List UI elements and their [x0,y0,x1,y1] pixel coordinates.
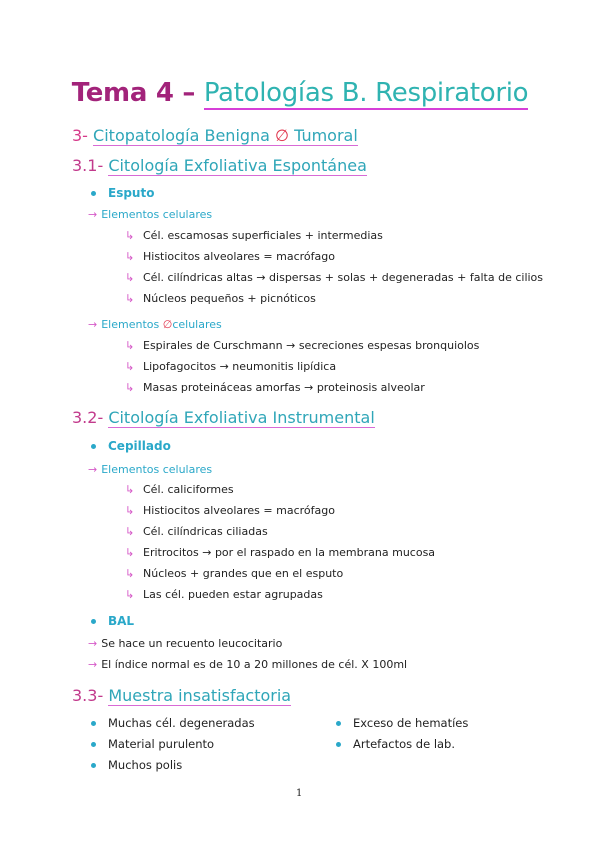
bullet-esputo: Esputo [91,186,154,200]
section-3-3-heading [72,686,291,705]
list-item: Muchos polis [91,758,182,772]
section-3-2-heading [72,408,375,427]
list-item: ↳ Cél. caliciformes [125,483,234,496]
bullet-dot-icon [336,742,341,747]
list-item: ↳ Espirales de Curschmann → secreciones espesas bronquiolos [125,339,480,352]
sub-arrow-icon: ↳ [125,271,135,284]
section-number: 3.1- [72,156,104,175]
section-3-title: Citopatología Benigna ∅ Tumoral [93,126,358,145]
sub-arrow-icon: ↳ [125,250,135,263]
list-item: Muchas cél. degeneradas [91,716,255,730]
arrow-right-icon: → [88,637,98,650]
bullet-dot-icon [91,763,96,768]
bullet-cepillado: Cepillado [91,439,171,453]
null-icon: ∅ [275,126,290,145]
page-number: 1 [296,788,303,799]
list-item: ↳ Cél. escamosas superficiales + intermedias [125,229,383,242]
section-3-1-heading [72,156,367,175]
sub-arrow-icon: ↳ [125,229,135,242]
sub-arrow-icon: ↳ [125,483,135,496]
title-part2: Patologías B. Respiratorio [203,78,529,108]
sub-arrow-icon: ↳ [125,588,135,601]
list-item: ↳ Lipofagocitos → neumonitis lipídica [125,360,337,373]
list-item: ↳ Núcleos pequeños + picnóticos [125,292,316,305]
arrow-right-icon: → [88,318,98,331]
title-part1: Tema 4 – [71,78,196,108]
bullet-dot-icon [91,721,96,726]
list-item: ↳ Cél. cilíndricas ciliadas [125,525,268,538]
sub-arrow-icon: ↳ [125,360,135,373]
arrow-right-icon: → [88,463,98,476]
sub-arrow-icon: ↳ [125,525,135,538]
bullet-bal: BAL [91,614,134,628]
section-3-1-title: Citología Exfoliativa Espontánea [108,156,367,175]
null-icon: ∅ [162,318,173,331]
bullet-dot-icon [91,444,96,449]
list-item: Exceso de hematíes [336,716,468,730]
arrow-right-icon: → [88,658,98,671]
arrow-line: → Se hace un recuento leucocitario [88,637,283,650]
arrow-line: → Elementos celulares [88,208,213,221]
sub-arrow-icon: ↳ [125,504,135,517]
bullet-dot-icon [336,721,341,726]
sub-arrow-icon: ↳ [125,546,135,559]
sub-arrow-icon: ↳ [125,339,135,352]
arrow-line: → Elementos ∅celulares [88,318,222,331]
list-item: ↳ Cél. cilíndricas altas → dispersas + solas + degeneradas + falta de cilios [125,271,544,284]
page-title [0,78,600,108]
section-3-3-title: Muestra insatisfactoria [108,686,292,705]
bullet-dot-icon [91,619,96,624]
arrow-line: → Elementos celulares [88,463,213,476]
sub-arrow-icon: ↳ [125,567,135,580]
sub-arrow-icon: ↳ [125,381,135,394]
section-number: 3.2- [72,408,104,427]
list-item: ↳ Las cél. pueden estar agrupadas [125,588,323,601]
section-number: 3- [72,126,88,145]
bullet-dot-icon [91,191,96,196]
list-item: ↳ Histiocitos alveolares = macrófago [125,504,335,517]
list-item: ↳ Masas proteináceas amorfas → proteinosis alveolar [125,381,425,394]
section-3-2-title: Citología Exfoliativa Instrumental [108,408,375,427]
list-item: ↳ Núcleos + grandes que en el esputo [125,567,344,580]
arrow-line: → El índice normal es de 10 a 20 millones de cél. X 100ml [88,658,408,671]
section-3-heading [72,126,358,145]
list-item: ↳ Histiocitos alveolares = macrófago [125,250,335,263]
arrow-right-icon: → [88,208,98,221]
list-item: Artefactos de lab. [336,737,455,751]
section-number: 3.3- [72,686,104,705]
list-item: ↳ Eritrocitos → por el raspado en la membrana mucosa [125,546,436,559]
list-item: Material purulento [91,737,214,751]
bullet-dot-icon [91,742,96,747]
sub-arrow-icon: ↳ [125,292,135,305]
